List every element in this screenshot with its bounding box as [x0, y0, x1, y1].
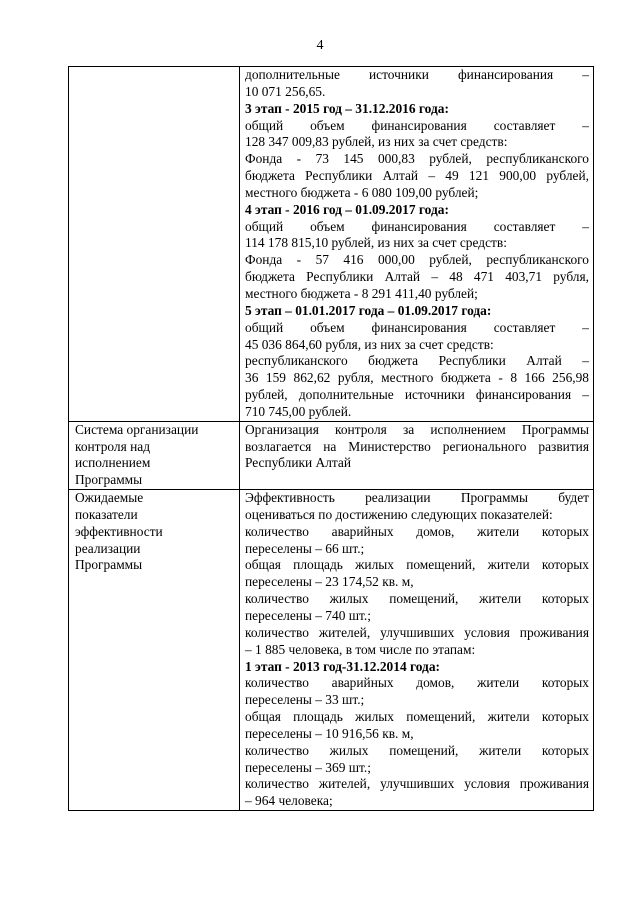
text-line: рублей, дополнительные источники финансирования –: [245, 387, 589, 403]
text-line: – 1 885 человека, в том числе по этапам:: [245, 641, 476, 657]
row-label-line: исполнением: [75, 455, 151, 471]
text-line: местного бюджета - 6 080 109,00 рублей;: [245, 184, 479, 200]
text-line: общая площадь жилых помещений, жители которых: [245, 557, 589, 573]
text-line: 710 745,00 рублей.: [245, 403, 352, 419]
row-label-line: Программы: [75, 557, 143, 573]
text-line: бюджета Республики Алтай – 48 471 403,71 рубля,: [245, 269, 589, 285]
row-label-cell: [69, 67, 240, 422]
row-label-line: Система организации: [75, 421, 199, 437]
text-line: 45 036 864,60 рубля, из них за счет средств:: [245, 336, 494, 352]
row-label-line: реализации: [75, 540, 141, 556]
page-number: 4: [316, 38, 324, 53]
text-line: общий объем финансирования составляет –: [245, 117, 589, 133]
table-row: [69, 67, 594, 422]
text-line: 114 178 815,10 рублей, из них за счет средств:: [245, 235, 507, 251]
text-line: местного бюджета - 8 291 411,40 рублей;: [245, 285, 478, 301]
text-line: переселены – 10 916,56 кв. м,: [245, 725, 414, 741]
row-content-cell: [240, 67, 594, 422]
row-label-line: Программы: [75, 472, 143, 488]
text-line: переселены – 66 шт.;: [245, 540, 365, 556]
stage-heading: 3 этап - 2015 год – 31.12.2016 года:: [245, 100, 449, 116]
text-line: возлагается на Министерство регионального развития: [245, 438, 589, 454]
text-line: переселены – 33 шт.;: [245, 692, 365, 708]
text-line: Эффективность реализации Программы будет: [245, 490, 589, 506]
text-line: переселены – 740 шт.;: [245, 608, 371, 623]
row-label-line: контроля над: [75, 438, 151, 454]
text-line: 128 347 009,83 рублей, из них за счет средств:: [245, 134, 508, 150]
row-label-line: эффективности: [75, 523, 163, 539]
text-line: 36 159 862,62 рубля, местного бюджета - 8 166 256,98: [245, 370, 589, 386]
table-row: [69, 421, 594, 489]
text-line: количество жилых помещений, жители которых: [245, 591, 589, 607]
text-line: переселены – 369 шт.;: [245, 759, 371, 775]
text-line: оцениваться по достижению следующих показателей:: [245, 506, 553, 522]
passport-table: [68, 66, 594, 811]
row-label-line: показатели: [75, 506, 138, 522]
text-line: количество аварийных домов, жители которых: [245, 523, 589, 539]
row-content-cell: [240, 421, 594, 489]
text-line: республиканского бюджета Республики Алтай –: [245, 353, 589, 369]
text-line: дополнительные источники финансирования –: [245, 67, 589, 82]
stage-heading: 1 этап - 2013 год-31.12.2014 года:: [245, 658, 440, 674]
text-line: Республики Алтай: [245, 455, 352, 471]
row-label-cell: [69, 421, 240, 489]
row-label-cell: [69, 490, 240, 811]
text-line: переселены – 23 174,52 кв. м,: [245, 574, 414, 590]
text-line: Фонда - 57 416 000,00 рублей, республиканского: [245, 252, 589, 268]
text-line: бюджета Республики Алтай – 49 121 900,00 рублей,: [245, 168, 589, 184]
text-line: общий объем финансирования составляет –: [245, 218, 589, 234]
table-row: [69, 490, 594, 811]
row-content-cell: [240, 490, 594, 811]
text-line: общий объем финансирования составляет –: [245, 319, 589, 335]
text-line: – 964 человека;: [245, 793, 333, 809]
text-line: количество аварийных домов, жители которых: [245, 675, 589, 691]
text-line: количество жилых помещений, жители которых: [245, 742, 589, 758]
text-line: Фонда - 73 145 000,83 рублей, республиканского: [245, 151, 589, 167]
text-line: количество жителей, улучшивших условия проживания: [245, 624, 589, 640]
stage-heading: 4 этап - 2016 год – 01.09.2017 года:: [245, 201, 449, 217]
row-label-line: Ожидаемые: [75, 490, 144, 506]
text-line: 10 071 256,65.: [245, 83, 326, 99]
text-line: общая площадь жилых помещений, жители которых: [245, 709, 589, 725]
stage-heading: 5 этап – 01.01.2017 года – 01.09.2017 года:: [245, 302, 492, 318]
text-line: количество жителей, улучшивших условия проживания: [245, 776, 589, 792]
text-line: Организация контроля за исполнением Программы: [245, 421, 589, 437]
